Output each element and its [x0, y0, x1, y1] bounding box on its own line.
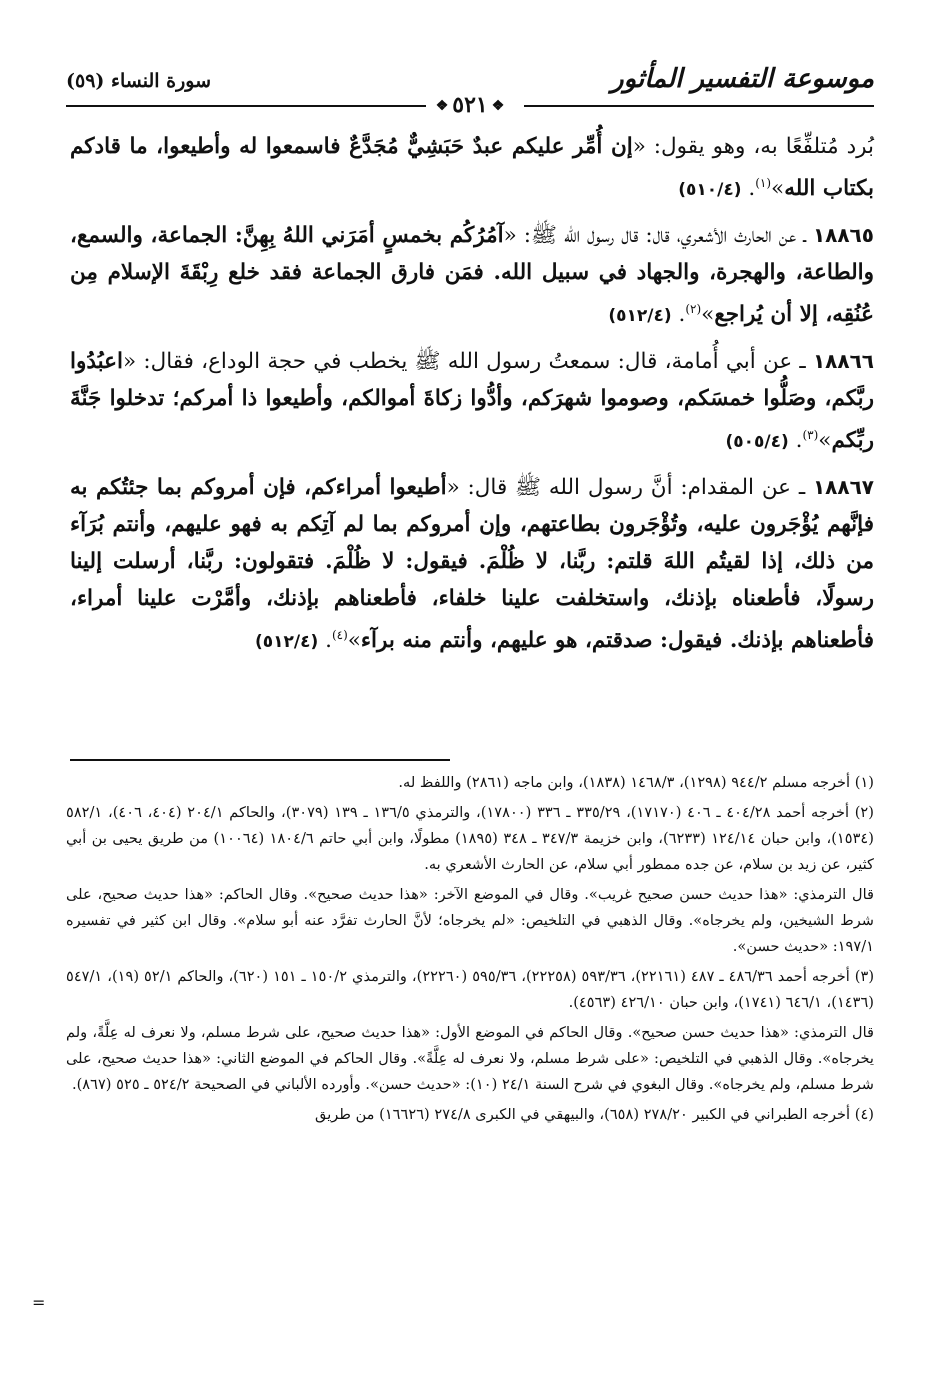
page-number-row	[66, 92, 874, 120]
quote-close: »	[818, 428, 832, 454]
volume-reference: (٥١٢/٤)	[254, 632, 319, 653]
quote-close: »	[771, 176, 785, 202]
footnote-marker: (١)	[755, 176, 772, 190]
ornament-icon: ❖	[491, 98, 505, 114]
paragraph-intro: ـ عن أبي أُمامة، قال: سمعتُ رسول الله ﷺ يخطب في حجة الوداع، فقال: «	[122, 349, 813, 375]
footnote-comment: قال الترمذي: «هذا حديث حسن صحيح». وقال الحاكم في الموضع الأول: «هذا حديث صحيح، على شرط مسلم، ولا نعرف له عِلَّةً، ولم يخرجاه». وقال الذهبي في التلخيص: «على شرط مسلم، ولا نعرف له عِلَّةً». وقال الحاكم في الموضع الثاني: «هذا حديث صحيح، على شرط مسلم، ولم يخرجاه». وقال البغوي في شرح السنة ٢٤/١ (١٠): «حديث حسن». وأورده الألباني في الصحيحة ٥٢٤/٢ ـ ٥٢٥ (٨٦٧).	[66, 1024, 874, 1093]
footnote: (٣) أخرجه أحمد ٤٨٦/٣٦ ـ ٤٨٧ (٢٢١٦١)، ٥٩٣/٣٦ (٢٢٢٥٨)، ٥٩٥/٣٦ (٢٢٢٦٠)، والترمذي ١٥٠/٢ ـ ١٥١ (٦٢٠)، والحاكم ٥٢/١ (١٩)، ٥٤٧/١ (١٤٣٦)، ٦٤٦/١ (١٧٤١)، وابن حبان ٤٢٦/١٠ (٤٥٦٣).	[66, 968, 875, 1011]
surah-name: سورة النساء	[111, 70, 212, 92]
running-header	[66, 60, 874, 120]
paragraph-intro: ـ عن المقدام: أنَّ رسول الله ﷺ قال: «	[446, 475, 813, 501]
footnotes	[66, 770, 874, 1132]
paragraph: بُرد مُتلفِّعًا به، وهو يقول: «إن أُمِّر عليكم عبدٌ حَبَشِيٌّ مُجَدَّعٌ فاسمعوا له وأطيعوا، ما قادكم بكتاب الله»$^{(١)}$. (٥١٠/٤)	[70, 134, 874, 202]
paragraph: ١٨٨٦٥ ـ عن الحارث الأشعري، قال: قال رسول الله ﷺ: «آمُرُكُم بخمسٍ أمَرَني اللهُ بِهِنَّ: الجماعة، والسمع، والطاعة، والهجرة، والجهاد في سبيل الله. فمَن فارق الجماعة فقد خلع رِبْقَةَ الإسلام مِن عُنُقِه، إلا أن يُراجع»$^{(٢)}$. (٥١٢/٤)	[70, 223, 874, 328]
page-number-value: ٥٢١	[452, 92, 488, 118]
footnote: (٤) أخرجه الطبراني في الكبير ٢٧٨/٢٠ (٦٥٨)، والبيهقي في الكبرى ٢٧٤/٨ (١٦٦٢٦) من طريق	[315, 1106, 874, 1123]
paragraph: ١٨٨٦٧ ـ عن المقدام: أنَّ رسول الله ﷺ قال: «أطيعوا أمراءكم، فإن أمروكم بما جئتُكم به فإنَّهم يُؤْجَرون عليه، وتُؤْجَرون بطاعتهم، وإن أمروكم بما لم آتِكم به فهو عليهم، وأنتم بُرَآء من ذلك، إذا لقيتُم اللهَ قلتم: ربَّنا، لا ظُلْمَ. فيقول: لا ظُلْمَ. فتقولون: ربَّنا، أرسلت إلينا رسولًا، فأطعناه بإذنك، واستخلفت علينا خلفاء، فأطعناهم بإذنك، وأمَّرْت علينا أمراء، فأطعناهم بإذنك. فيقول: صدقتم، هو عليهم، وأنتم منه برآء»$^{(٤)}$. (٥١٢/٤)	[70, 475, 874, 654]
volume-reference: (٥٠٥/٤)	[725, 432, 789, 453]
quoted-text: إن أُمِّر عليكم عبدٌ حَبَشِيٌّ مُجَدَّعٌ فاسمعوا له وأطيعوا، ما قادكم بكتاب الله	[70, 134, 874, 202]
book-title: موسوعة التفسير المأثور	[611, 64, 874, 94]
header-rule-left	[66, 105, 426, 107]
header-rule-right	[524, 105, 874, 107]
footnote: (٢) أخرجه أحمد ٤٠٤/٢٨ ـ ٤٠٦ (١٧١٧٠)، ٣٣٥/٢٩ ـ ٣٣٦ (١٧٨٠٠)، والترمذي ١٣٦/٥ ـ ١٣٩ (٣٠٧٩)، والحاكم ٢٠٤/١ (٤٠٤، ٤٠٦)، ٥٨٢/١ (١٥٣٤)، وابن حبان ١٢٤/١٤ (٦٢٣٣)، وابن خزيمة ٣٤٧/٣ ـ ٣٤٨ (١٨٩٥) مطولًا، وابن أبي حاتم ١٨٠٤/٦ (١٠٠٦٤) من طريق يحيى بن أبي كثير، عن زيد بن سلام، عن جده ممطور أبي سلام، عن الحارث الأشعري به.	[66, 804, 874, 873]
ornament-icon: ❖	[435, 98, 449, 114]
footnote: (١) أخرجه مسلم ٩٤٤/٢ (١٢٩٨)، ١٤٦٨/٣ (١٨٣٨)، وابن ماجه (٢٨٦١) واللفظ له.	[398, 774, 874, 791]
footnote-marker: (٢)	[685, 302, 702, 317]
paragraph: ١٨٨٦٦ ـ عن أبي أُمامة، قال: سمعتُ رسول الله ﷺ يخطب في حجة الوداع، فقال: «اعبُدُوا ربَّكم، وصَلُّوا خمسَكم، وصوموا شهرَكم، وأدُّوا زكاةَ أموالكم، وأطيعوا ذا أمركم؛ تدخلوا جَنَّةَ ربِّكم»$^{(٣)}$. (٥٠٥/٤)	[70, 349, 875, 454]
hadith-number: ١٨٨٦٧	[812, 475, 874, 500]
paragraph-intro: بُرد مُتلفِّعًا به، وهو يقول: «	[632, 134, 874, 159]
quoted-text: أطيعوا أمراءكم، فإن أمروكم بما جئتُكم به فإنَّهم يُؤْجَرون عليه، وتُؤْجَرون بطاعتهم، وإن أمروكم بما لم آتِكم به فهو عليهم، وأنتم بُرَآء من ذلك، إذا لقيتُم اللهَ قلتم: ربَّنا، لا ظُلْمَ. فيقول: لا ظُلْمَ. فتقولون: ربَّنا، أرسلت إلينا رسولًا، فأطعناه بإذنك، واستخلفت علينا خلفاء، فأطعناهم بإذنك، وأمَّرْت علينا أمراء، فأطعناهم بإذنك. فيقول: صدقتم، هو عليهم، وأنتم منه برآء	[70, 475, 874, 654]
ayah-number: (٥٩)	[66, 70, 105, 92]
footnote-marker: (٤)	[331, 628, 348, 643]
quoted-text: آمُرُكُم بخمسٍ أمَرَني اللهُ بِهِنَّ: الجماعة، والسمع، والطاعة، والهجرة، والجهاد في سبيل الله. فمَن فارق الجماعة فقد خلع رِبْقَةَ الإسلام مِن عُنُقِه، إلا أن يُراجع	[70, 223, 874, 328]
page-number	[432, 92, 509, 118]
paragraph-intro: ـ عن الحارث الأشعري، قال: قال رسول الله ﷺ: «	[503, 223, 813, 249]
quote-close: »	[701, 302, 715, 328]
volume-reference: (٥١٠/٤)	[678, 180, 742, 201]
main-text	[70, 128, 874, 670]
hadith-number: ١٨٨٦٦	[812, 349, 875, 374]
continuation-mark: =	[32, 1293, 46, 1312]
quoted-text: اعبُدُوا ربَّكم، وصَلُّوا خمسَكم، وصوموا شهرَكم، وأدُّوا زكاةَ أموالكم، وأطيعوا ذا أمركم؛ تدخلوا جَنَّةَ ربِّكم	[70, 349, 874, 454]
surah-label	[66, 70, 211, 92]
footnote-separator	[70, 759, 450, 761]
footnote-marker: (٣)	[802, 428, 819, 443]
footnote-comment: قال الترمذي: «هذا حديث حسن صحيح غريب». وقال في الموضع الآخر: «هذا حديث صحيح». وقال الحاكم: «هذا حديث صحيح، على شرط الشيخين، ولم يخرجاه». وقال الذهبي في التلخيص: «لم يخرجاه؛ لأنَّ الحارث تفرَّد عنه أبو سلام». وقال ابن كثير في تفسيره ١٩٧/١: «حديث حسن».	[66, 886, 874, 955]
volume-reference: (٥١٢/٤)	[608, 306, 672, 327]
quote-close: »	[347, 628, 361, 654]
hadith-number: ١٨٨٦٥	[812, 223, 874, 248]
